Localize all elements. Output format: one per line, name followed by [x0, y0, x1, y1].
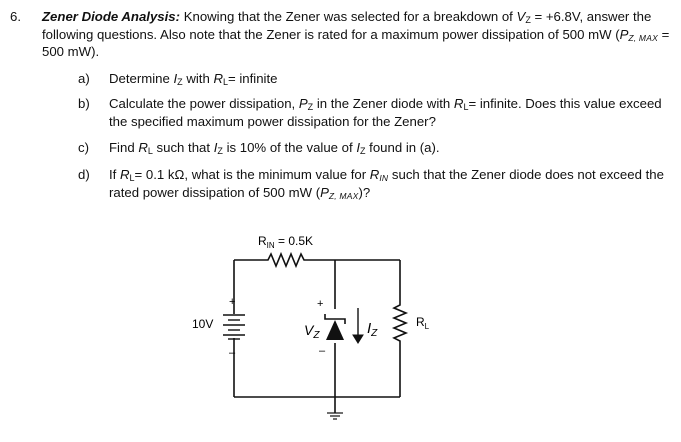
zener-diode-symbol — [325, 314, 345, 340]
text-run: is 10% of the value of — [222, 140, 357, 155]
pz-symbol: P — [298, 96, 308, 111]
rin-label: $R_{IN} = 0.5K$ — [258, 234, 314, 250]
part-text — [109, 95, 668, 130]
subscript: Z, MAX — [328, 190, 359, 201]
part-label: c) — [78, 140, 89, 155]
subscript: Z — [360, 146, 366, 156]
iz-current-arrow — [353, 308, 363, 343]
text-run: = infinite — [228, 71, 278, 86]
part-a — [78, 70, 668, 88]
iz-symbol: I — [173, 71, 178, 86]
part-label: d) — [78, 167, 90, 182]
vz-plus-sign: + — [317, 298, 324, 310]
zener-circuit-diagram — [180, 225, 450, 435]
pmax-subscript: Z, MAX — [628, 32, 658, 43]
subscript: IN — [379, 173, 389, 183]
battery-symbol — [223, 315, 245, 339]
subscript: Z — [307, 102, 314, 112]
text-run: in the Zener diode with — [313, 96, 454, 111]
pmax-symbol: P — [320, 184, 329, 200]
battery-minus-sign: – — [229, 347, 236, 359]
text-run: Determine — [109, 71, 174, 86]
iz-label: $I_Z$ — [367, 320, 378, 339]
vz-label: $V_Z$ — [304, 322, 320, 341]
iz-symbol: I — [356, 140, 360, 155]
problem-6 — [10, 8, 670, 61]
subscript: L — [129, 173, 135, 183]
problem-statement — [42, 8, 670, 61]
text-run: Find — [109, 140, 139, 155]
rl-symbol: R — [213, 71, 223, 86]
text-run: If — [109, 167, 120, 182]
ground-symbol — [327, 413, 343, 419]
source-voltage-label: 10V — [192, 317, 214, 331]
text-run: such that the Zener diode does not exceed the rated power dissipation of 500 mW ( — [109, 167, 664, 200]
vz-symbol: V — [516, 9, 526, 24]
part-c — [78, 139, 668, 157]
text-run: = infinite. Does this value exceed the specified maximum power dissipation for the Zener? — [109, 96, 662, 129]
part-text — [109, 166, 668, 201]
part-b — [78, 95, 668, 130]
text-run: )? — [358, 184, 371, 200]
pmax-symbol: P — [619, 26, 629, 42]
rl-symbol: R — [453, 96, 464, 111]
top-wire — [234, 254, 400, 266]
rl-resistor — [394, 260, 406, 397]
vz-minus-sign: – — [319, 345, 326, 357]
text-run: found in (a). — [365, 140, 440, 155]
intro-text-1: Knowing that the Zener was selected for a breakdown of — [180, 9, 517, 24]
subscript: Z — [177, 77, 183, 87]
iz-symbol: I — [213, 140, 218, 155]
subscript: L — [463, 102, 469, 112]
text-run: with — [182, 71, 214, 86]
subscript: L — [147, 146, 153, 156]
problem-title: Zener Diode Analysis: — [42, 9, 181, 24]
subscript: L — [222, 77, 228, 87]
rin-symbol: R — [369, 167, 380, 182]
part-d — [78, 166, 668, 201]
part-label: a) — [78, 71, 90, 86]
text-run: such that — [152, 140, 214, 155]
rl-symbol: R — [120, 167, 130, 182]
vz-subscript: Z — [525, 15, 531, 25]
intro-text-2: = +6.8V, answer the following questions. Also note that the Zener is rated for a maximum power dissipation of 500 mW ( — [42, 9, 652, 42]
subscript: Z — [217, 146, 223, 156]
intro-text-3: = 500 mW). — [42, 26, 670, 59]
part-label: b) — [78, 96, 90, 111]
rl-label: $R_L$ — [416, 315, 430, 331]
text-run: = 0.1 kΩ, what is the minimum value for — [134, 167, 370, 182]
battery-plus-sign: + — [229, 296, 236, 308]
part-text — [109, 70, 668, 88]
text-run: Calculate the power dissipation, — [109, 96, 299, 111]
rl-symbol: R — [138, 140, 148, 155]
problem-number: 6. — [10, 9, 21, 24]
part-text — [109, 139, 668, 157]
